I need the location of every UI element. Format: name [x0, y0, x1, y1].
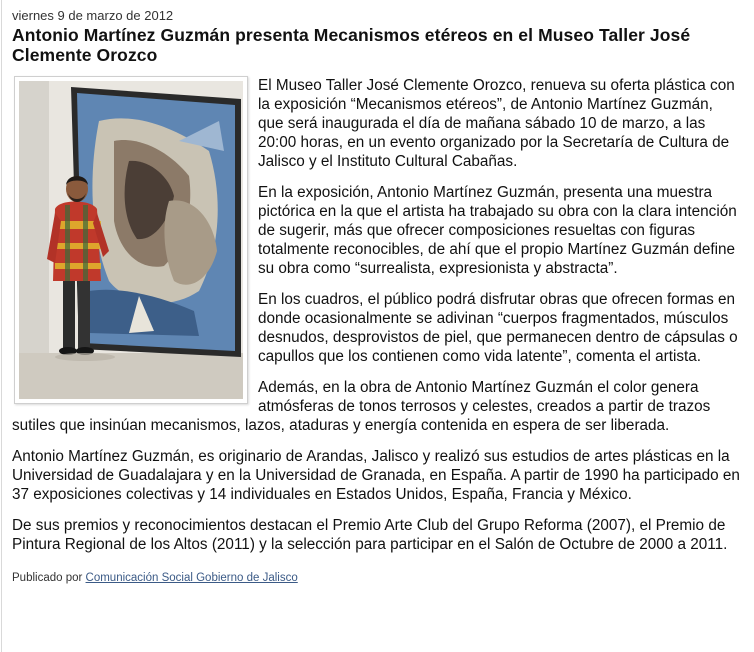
paragraph-6: De sus premios y reconocimientos destacan el Premio Arte Club del Grupo Reforma (2007), el Premio de Pintura Regional de los Altos (2011) y la selección para participar en el Salón de Octubre de 2000 a 2011.: [12, 517, 728, 553]
artist-photo[interactable]: [14, 76, 248, 404]
posted-by-label: Publicado por: [12, 572, 83, 584]
paragraph-2: En la exposición, Antonio Martínez Guzmán, presenta una muestra pictórica en la que el artista ha trabajado su obra con la clara intención de sugerir, más que ofrecer composiciones resueltas con figuras totalmente reconocibles, de ahí que el propio Martínez Guzmán define su obra como “surrealista, expresionista y abstracta”.: [258, 184, 737, 277]
left-border-rule: [1, 0, 2, 652]
paragraph-1: El Museo Taller José Clemente Orozco, renueva su oferta plástica con la exposición “Mecanismos etéreos”, de Antonio Martínez Guzmán, que será inaugurada el día de mañana sábado 10 de marzo, a las 20:00 horas, en un evento organizado por la Secretaría de Cultura de Jalisco y el Instituto Cultural Cabañas.: [258, 77, 735, 170]
artist-photo-image: [19, 81, 243, 399]
blog-post: [12, 8, 740, 584]
post-footer: [12, 572, 740, 584]
post-title: Antonio Martínez Guzmán presenta Mecanismos etéreos en el Museo Taller José Clemente Orozco: [12, 25, 691, 65]
paragraph-4: Además, en la obra de Antonio Martínez Guzmán el color genera atmósferas de tonos terrosos y celestes, creados a partir de trazos sutiles que insinúan mecanismos, lazos, ataduras y energía contenida en espera de ser liberada.: [12, 379, 711, 434]
author-link[interactable]: Comunicación Social Gobierno de Jalisco: [85, 572, 298, 584]
paragraph-5: Antonio Martínez Guzmán, es originario de Arandas, Jalisco y realizó sus estudios de artes plásticas en la Universidad de Guadalajara y en la Universidad de Granada, en España. A partir de 1990 ha participado en 37 exposiciones colectivas y 14 individuales en Estados Unidos, España, Francia y México.: [12, 448, 740, 503]
post-body: [12, 76, 740, 566]
paragraph-3: En los cuadros, el público podrá disfrutar obras que ofrecen formas en donde ocasionalmente se adivinan “cuerpos fragmentados, músculos desnudos, desprovistos de piel, que permanecen dentro de cápsulas o capullos que los contienen como vida latente”, comenta el artista.: [258, 291, 738, 365]
post-date: viernes 9 de marzo de 2012: [12, 8, 174, 23]
